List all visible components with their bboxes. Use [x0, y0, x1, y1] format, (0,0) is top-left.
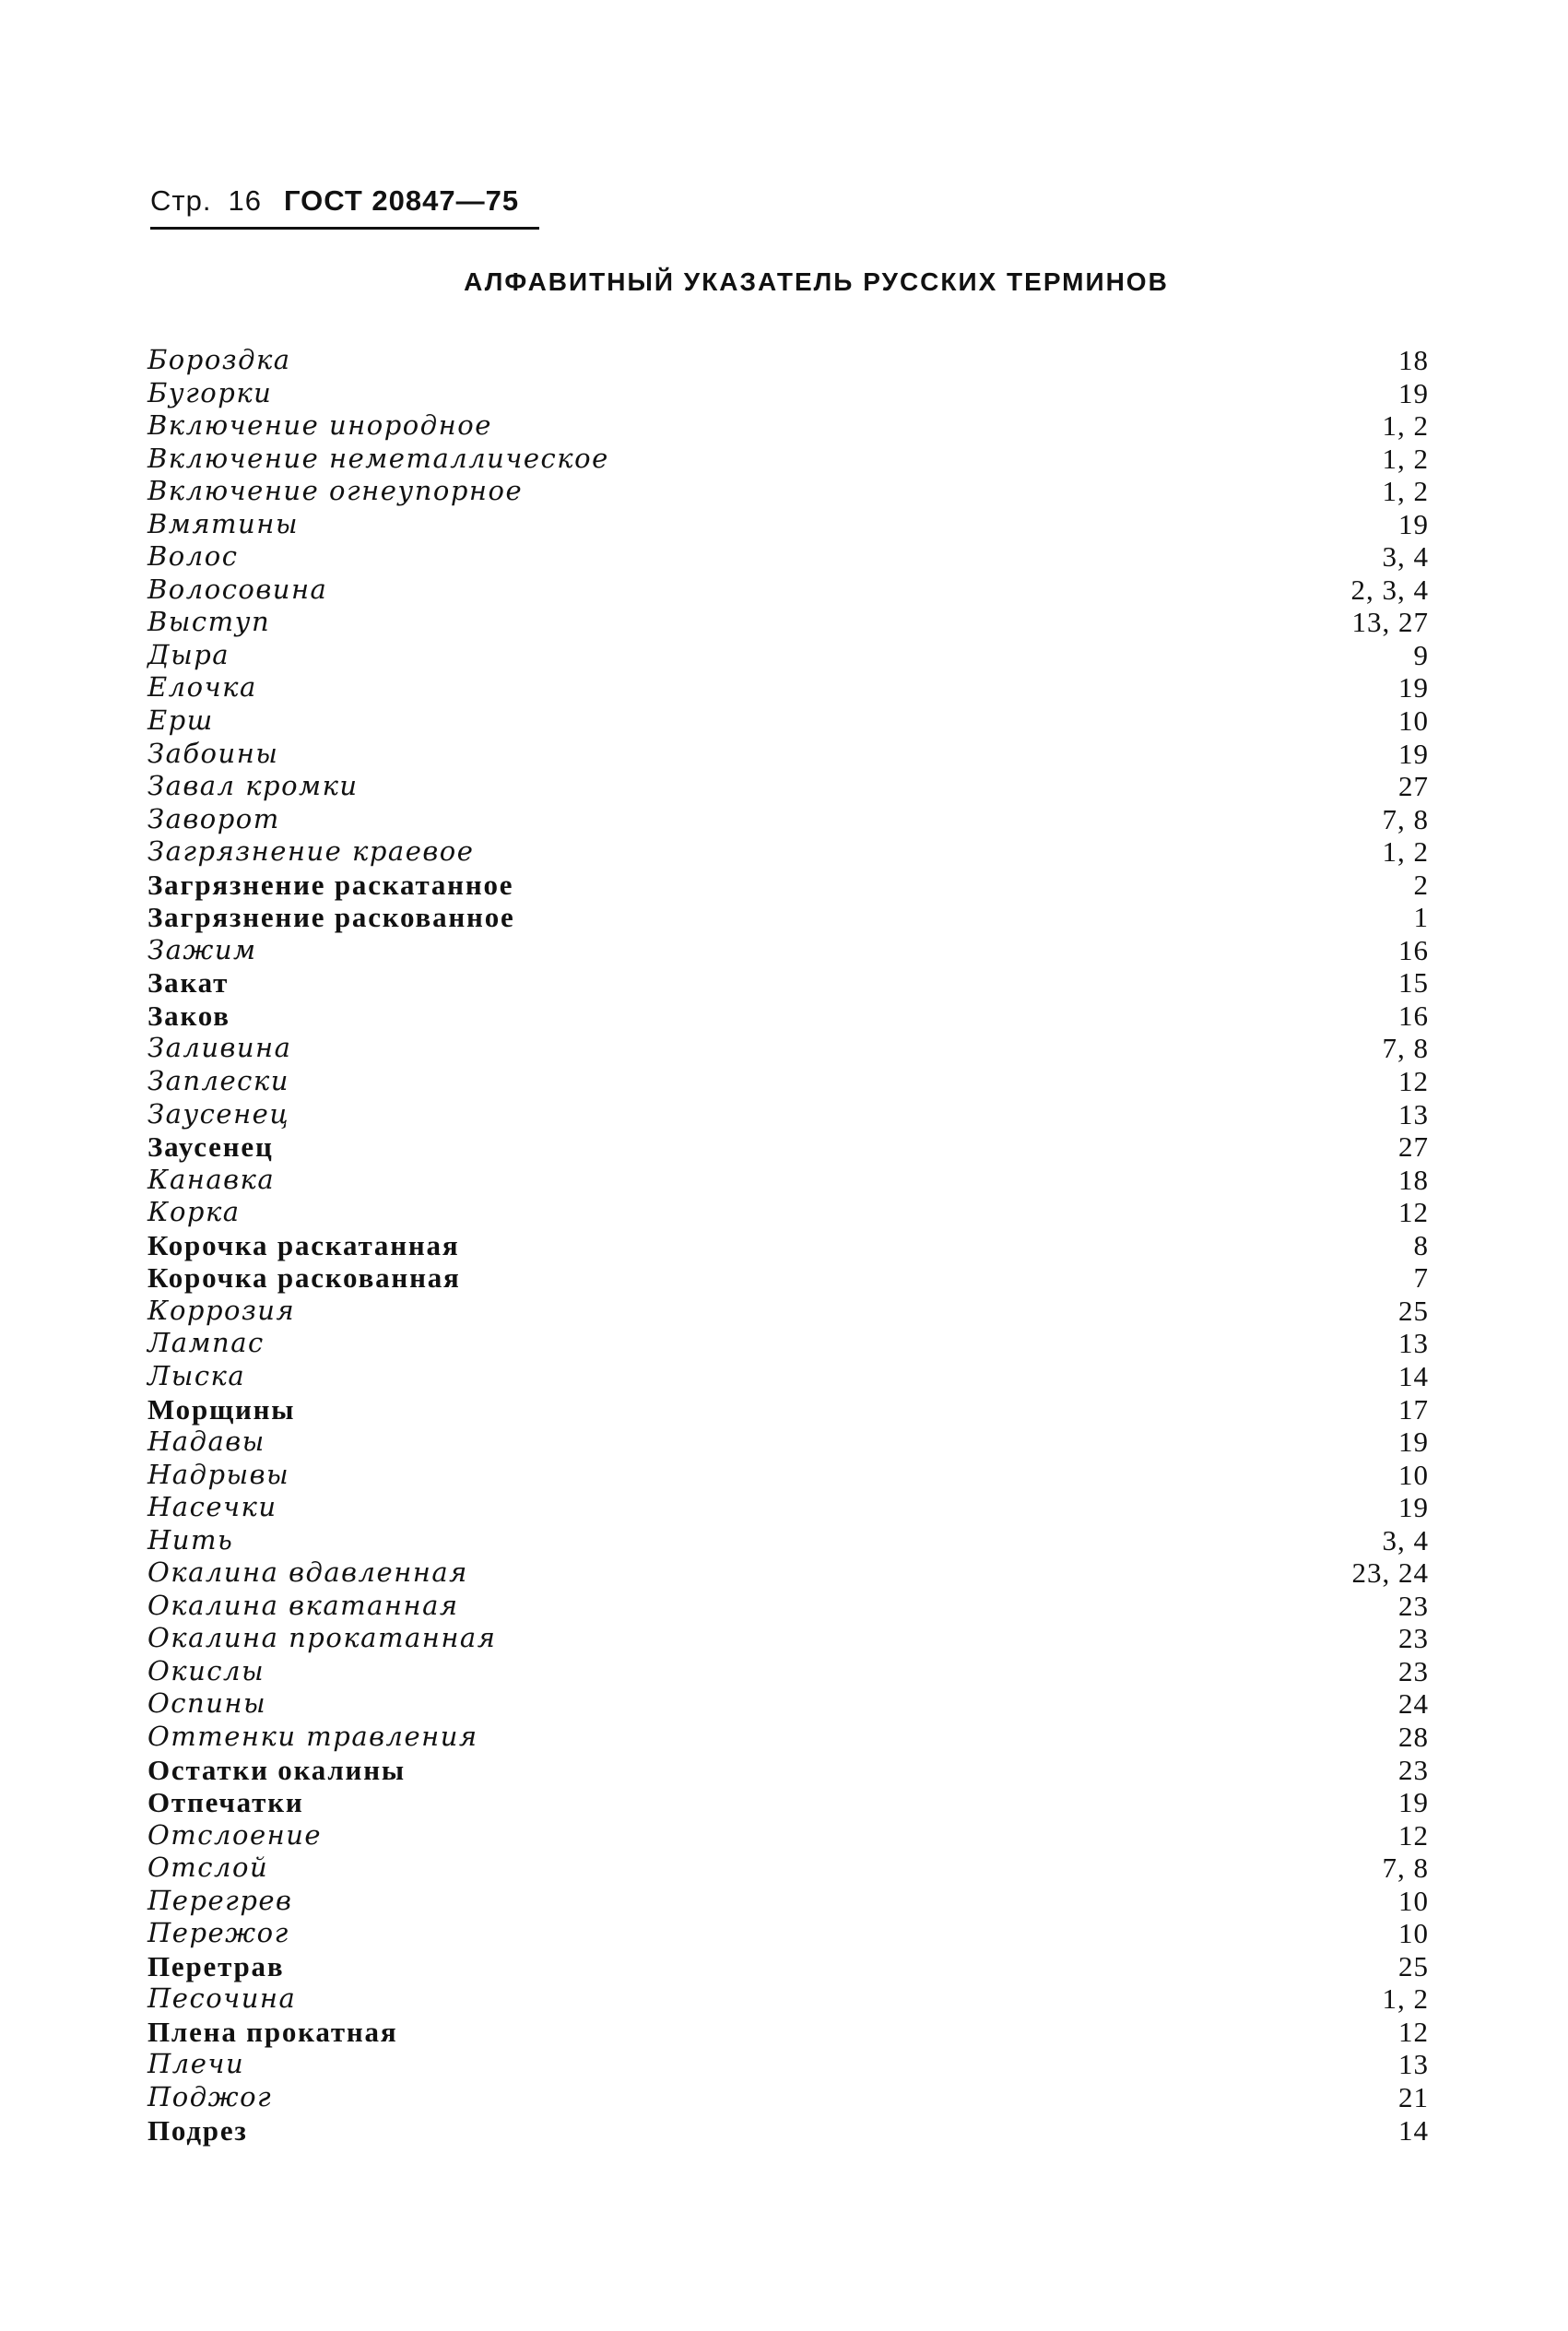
index-entry — [147, 671, 1429, 704]
entry-reference: 16 — [1398, 933, 1429, 966]
index-entry — [147, 1524, 1429, 1557]
entry-reference: 23 — [1398, 1654, 1429, 1687]
entry-term: Плечи — [147, 2048, 245, 2080]
entry-term: Включение инородное — [147, 409, 492, 442]
index-entry — [147, 344, 1429, 377]
entry-term: Заворот — [147, 802, 280, 834]
entry-term: Коррозия — [147, 1294, 296, 1326]
entry-term: Волосовина — [147, 573, 328, 605]
index-entry — [147, 2016, 1429, 2049]
index-entry — [147, 1950, 1429, 1983]
index-entry — [147, 1852, 1429, 1885]
index-entry — [147, 966, 1429, 1000]
entry-term: Корочка раскованная — [147, 1261, 461, 1295]
index-entry — [147, 1098, 1429, 1131]
entry-term: Лыска — [147, 1359, 246, 1391]
entry-reference: 13 — [1398, 1327, 1429, 1360]
header-rule — [150, 227, 539, 230]
entry-reference: 3, 4 — [1382, 1523, 1429, 1556]
entry-reference: 23 — [1398, 1589, 1429, 1622]
entry-term: Забоины — [147, 737, 279, 769]
entry-term: Надрывы — [147, 1458, 290, 1490]
index-entry — [147, 1491, 1429, 1524]
index-entry — [147, 770, 1429, 803]
entry-reference: 10 — [1398, 704, 1429, 738]
entry-term: Заусенец — [147, 1130, 274, 1164]
entry-term: Бугорки — [147, 376, 273, 408]
index-entry — [147, 1590, 1429, 1623]
index-entry — [147, 1130, 1429, 1164]
entry-reference: 19 — [1398, 671, 1429, 704]
index-entry — [147, 1426, 1429, 1459]
entry-term: Морщины — [147, 1392, 296, 1426]
index-entry — [147, 1721, 1429, 1754]
index-entry — [147, 1393, 1429, 1426]
index-entry — [147, 1459, 1429, 1492]
entry-term: Лампас — [147, 1327, 265, 1359]
entry-term: Заков — [147, 999, 230, 1032]
entry-term: Песочина — [147, 1982, 297, 2015]
entry-reference: 23 — [1398, 1753, 1429, 1786]
entry-reference: 25 — [1398, 1294, 1429, 1327]
entry-reference: 27 — [1398, 1130, 1429, 1164]
entry-term: Плена прокатная — [147, 2015, 398, 2048]
entry-term: Выступ — [147, 606, 271, 638]
entry-reference: 1, 2 — [1382, 835, 1429, 869]
entry-reference: 19 — [1398, 737, 1429, 770]
index-entry — [147, 377, 1429, 410]
index-entry — [147, 1164, 1429, 1197]
index-entry — [147, 2081, 1429, 2114]
entry-term: Окислы — [147, 1654, 265, 1686]
entry-reference: 28 — [1398, 1720, 1429, 1753]
entry-term: Оттенки травления — [147, 1720, 478, 1752]
entry-reference: 3, 4 — [1382, 540, 1429, 574]
entry-term: Нить — [147, 1523, 234, 1556]
entry-reference: 19 — [1398, 1426, 1429, 1459]
standard-number: ГОСТ 20847—75 — [283, 184, 520, 217]
entry-reference: 7, 8 — [1382, 802, 1429, 835]
index-entry — [147, 475, 1429, 508]
entry-term: Надавы — [147, 1426, 265, 1458]
entry-term: Волос — [147, 540, 239, 573]
entry-term: Закат — [147, 966, 230, 1000]
index-entry — [147, 443, 1429, 476]
entry-term: Канавка — [147, 1163, 276, 1195]
index-entry — [147, 1032, 1429, 1065]
entry-term: Вмятины — [147, 507, 299, 539]
entry-term: Корка — [147, 1196, 241, 1228]
index-entry — [147, 1687, 1429, 1721]
entry-reference: 2, 3, 4 — [1350, 573, 1429, 606]
index-entry — [147, 1786, 1429, 1819]
index-entry — [147, 835, 1429, 869]
entry-term: Завал кромки — [147, 770, 359, 802]
entry-reference: 24 — [1398, 1687, 1429, 1721]
entry-term: Заусенец — [147, 1097, 290, 1130]
entry-term: Перетрав — [147, 1949, 285, 1982]
entry-reference: 19 — [1398, 1491, 1429, 1524]
entry-reference: 1, 2 — [1382, 409, 1429, 443]
index-entry — [147, 1295, 1429, 1328]
entry-reference: 19 — [1398, 1786, 1429, 1819]
index-entry — [147, 1229, 1429, 1262]
entry-reference: 7, 8 — [1382, 1852, 1429, 1885]
entry-term: Оспины — [147, 1687, 267, 1720]
entry-term: Подрез — [147, 2113, 248, 2147]
entry-term: Отслоение — [147, 1818, 323, 1851]
index-entry — [147, 1754, 1429, 1787]
entry-term: Остатки окалины — [147, 1753, 406, 1786]
index-entry — [147, 574, 1429, 607]
entry-reference: 12 — [1398, 1065, 1429, 1098]
entry-reference: 25 — [1398, 1949, 1429, 1982]
index-entry — [147, 1982, 1429, 2016]
page-number: 16 — [228, 184, 262, 217]
entry-term: Елочка — [147, 671, 257, 704]
running-header — [150, 184, 519, 218]
entry-reference: 10 — [1398, 1917, 1429, 1950]
index-entry — [147, 540, 1429, 574]
entry-reference: 12 — [1398, 2015, 1429, 2048]
index-entry — [147, 803, 1429, 836]
entry-term: Насечки — [147, 1491, 277, 1523]
index-entry — [147, 934, 1429, 967]
index-entry — [147, 2048, 1429, 2081]
index-entry — [147, 639, 1429, 672]
entry-reference: 7 — [1413, 1261, 1429, 1295]
entry-term: Зажим — [147, 933, 257, 965]
entry-term: Загрязнение раскованное — [147, 901, 515, 934]
entry-reference: 10 — [1398, 1884, 1429, 1917]
entry-reference: 2 — [1413, 868, 1429, 901]
entry-reference: 15 — [1398, 966, 1429, 1000]
index-entry — [147, 901, 1429, 934]
entry-reference: 16 — [1398, 999, 1429, 1032]
entry-reference: 19 — [1398, 376, 1429, 409]
entry-term: Включение огнеупорное — [147, 475, 524, 507]
entry-reference: 27 — [1398, 770, 1429, 803]
index-entry — [147, 409, 1429, 443]
entry-reference: 13 — [1398, 2048, 1429, 2081]
entry-term: Ерш — [147, 704, 214, 737]
index-entry — [147, 1000, 1429, 1033]
entry-term: Дыра — [147, 638, 230, 670]
entry-term: Бороздка — [147, 344, 291, 375]
entry-term: Заливина — [147, 1032, 292, 1064]
index-entry — [147, 1261, 1429, 1295]
index-entry — [147, 1655, 1429, 1688]
index-title: АЛФАВИТНЫЙ УКАЗАТЕЛЬ РУССКИХ ТЕРМИНОВ — [464, 267, 1169, 296]
index-entry — [147, 1196, 1429, 1229]
entry-reference: 13, 27 — [1351, 606, 1429, 639]
entry-term: Окалина прокатанная — [147, 1622, 497, 1654]
index-entry — [147, 1556, 1429, 1590]
entry-term: Корочка раскатанная — [147, 1228, 460, 1261]
entry-reference: 14 — [1398, 2113, 1429, 2147]
entry-reference: 12 — [1398, 1196, 1429, 1229]
index-entry — [147, 1065, 1429, 1098]
entry-reference: 17 — [1398, 1392, 1429, 1426]
entry-reference: 10 — [1398, 1458, 1429, 1491]
entry-reference: 19 — [1398, 507, 1429, 540]
entry-term: Включение неметаллическое — [147, 442, 609, 474]
entry-term: Загрязнение краевое — [147, 835, 475, 868]
index-entry — [147, 738, 1429, 771]
entry-reference: 7, 8 — [1382, 1032, 1429, 1065]
entry-term: Пережог — [147, 1917, 289, 1949]
page-label: Стр. — [150, 184, 212, 217]
entry-reference: 23, 24 — [1351, 1556, 1429, 1590]
index-entry — [147, 869, 1429, 902]
index-entry — [147, 606, 1429, 639]
entry-reference: 1, 2 — [1382, 1982, 1429, 2016]
index-entry — [147, 1622, 1429, 1655]
entry-term: Перегрев — [147, 1884, 293, 1916]
entry-term: Отпечатки — [147, 1786, 304, 1819]
index-entry — [147, 1917, 1429, 1950]
entry-term: Отслой — [147, 1852, 269, 1884]
entry-reference: 21 — [1398, 2080, 1429, 2113]
entry-reference: 12 — [1398, 1818, 1429, 1852]
entry-reference: 9 — [1413, 638, 1429, 671]
index-entry — [147, 1819, 1429, 1852]
entry-term: Заплески — [147, 1065, 289, 1097]
index-entry — [147, 1885, 1429, 1918]
entry-term: Окалина вдавленная — [147, 1556, 468, 1589]
index-entry — [147, 2114, 1429, 2148]
entry-term: Загрязнение раскатанное — [147, 868, 514, 901]
entry-reference: 1, 2 — [1382, 442, 1429, 475]
term-index-list — [147, 344, 1429, 2147]
index-entry — [147, 1360, 1429, 1393]
index-entry — [147, 704, 1429, 738]
entry-reference: 18 — [1398, 1163, 1429, 1196]
index-entry — [147, 508, 1429, 541]
entry-reference: 1, 2 — [1382, 475, 1429, 508]
entry-term: Поджог — [147, 2080, 273, 2112]
entry-reference: 13 — [1398, 1097, 1429, 1130]
entry-reference: 18 — [1398, 344, 1429, 376]
index-entry — [147, 1327, 1429, 1360]
entry-term: Окалина вкатанная — [147, 1589, 459, 1621]
entry-reference: 8 — [1413, 1228, 1429, 1261]
entry-reference: 14 — [1398, 1359, 1429, 1392]
entry-reference: 1 — [1413, 901, 1429, 934]
entry-reference: 23 — [1398, 1622, 1429, 1655]
